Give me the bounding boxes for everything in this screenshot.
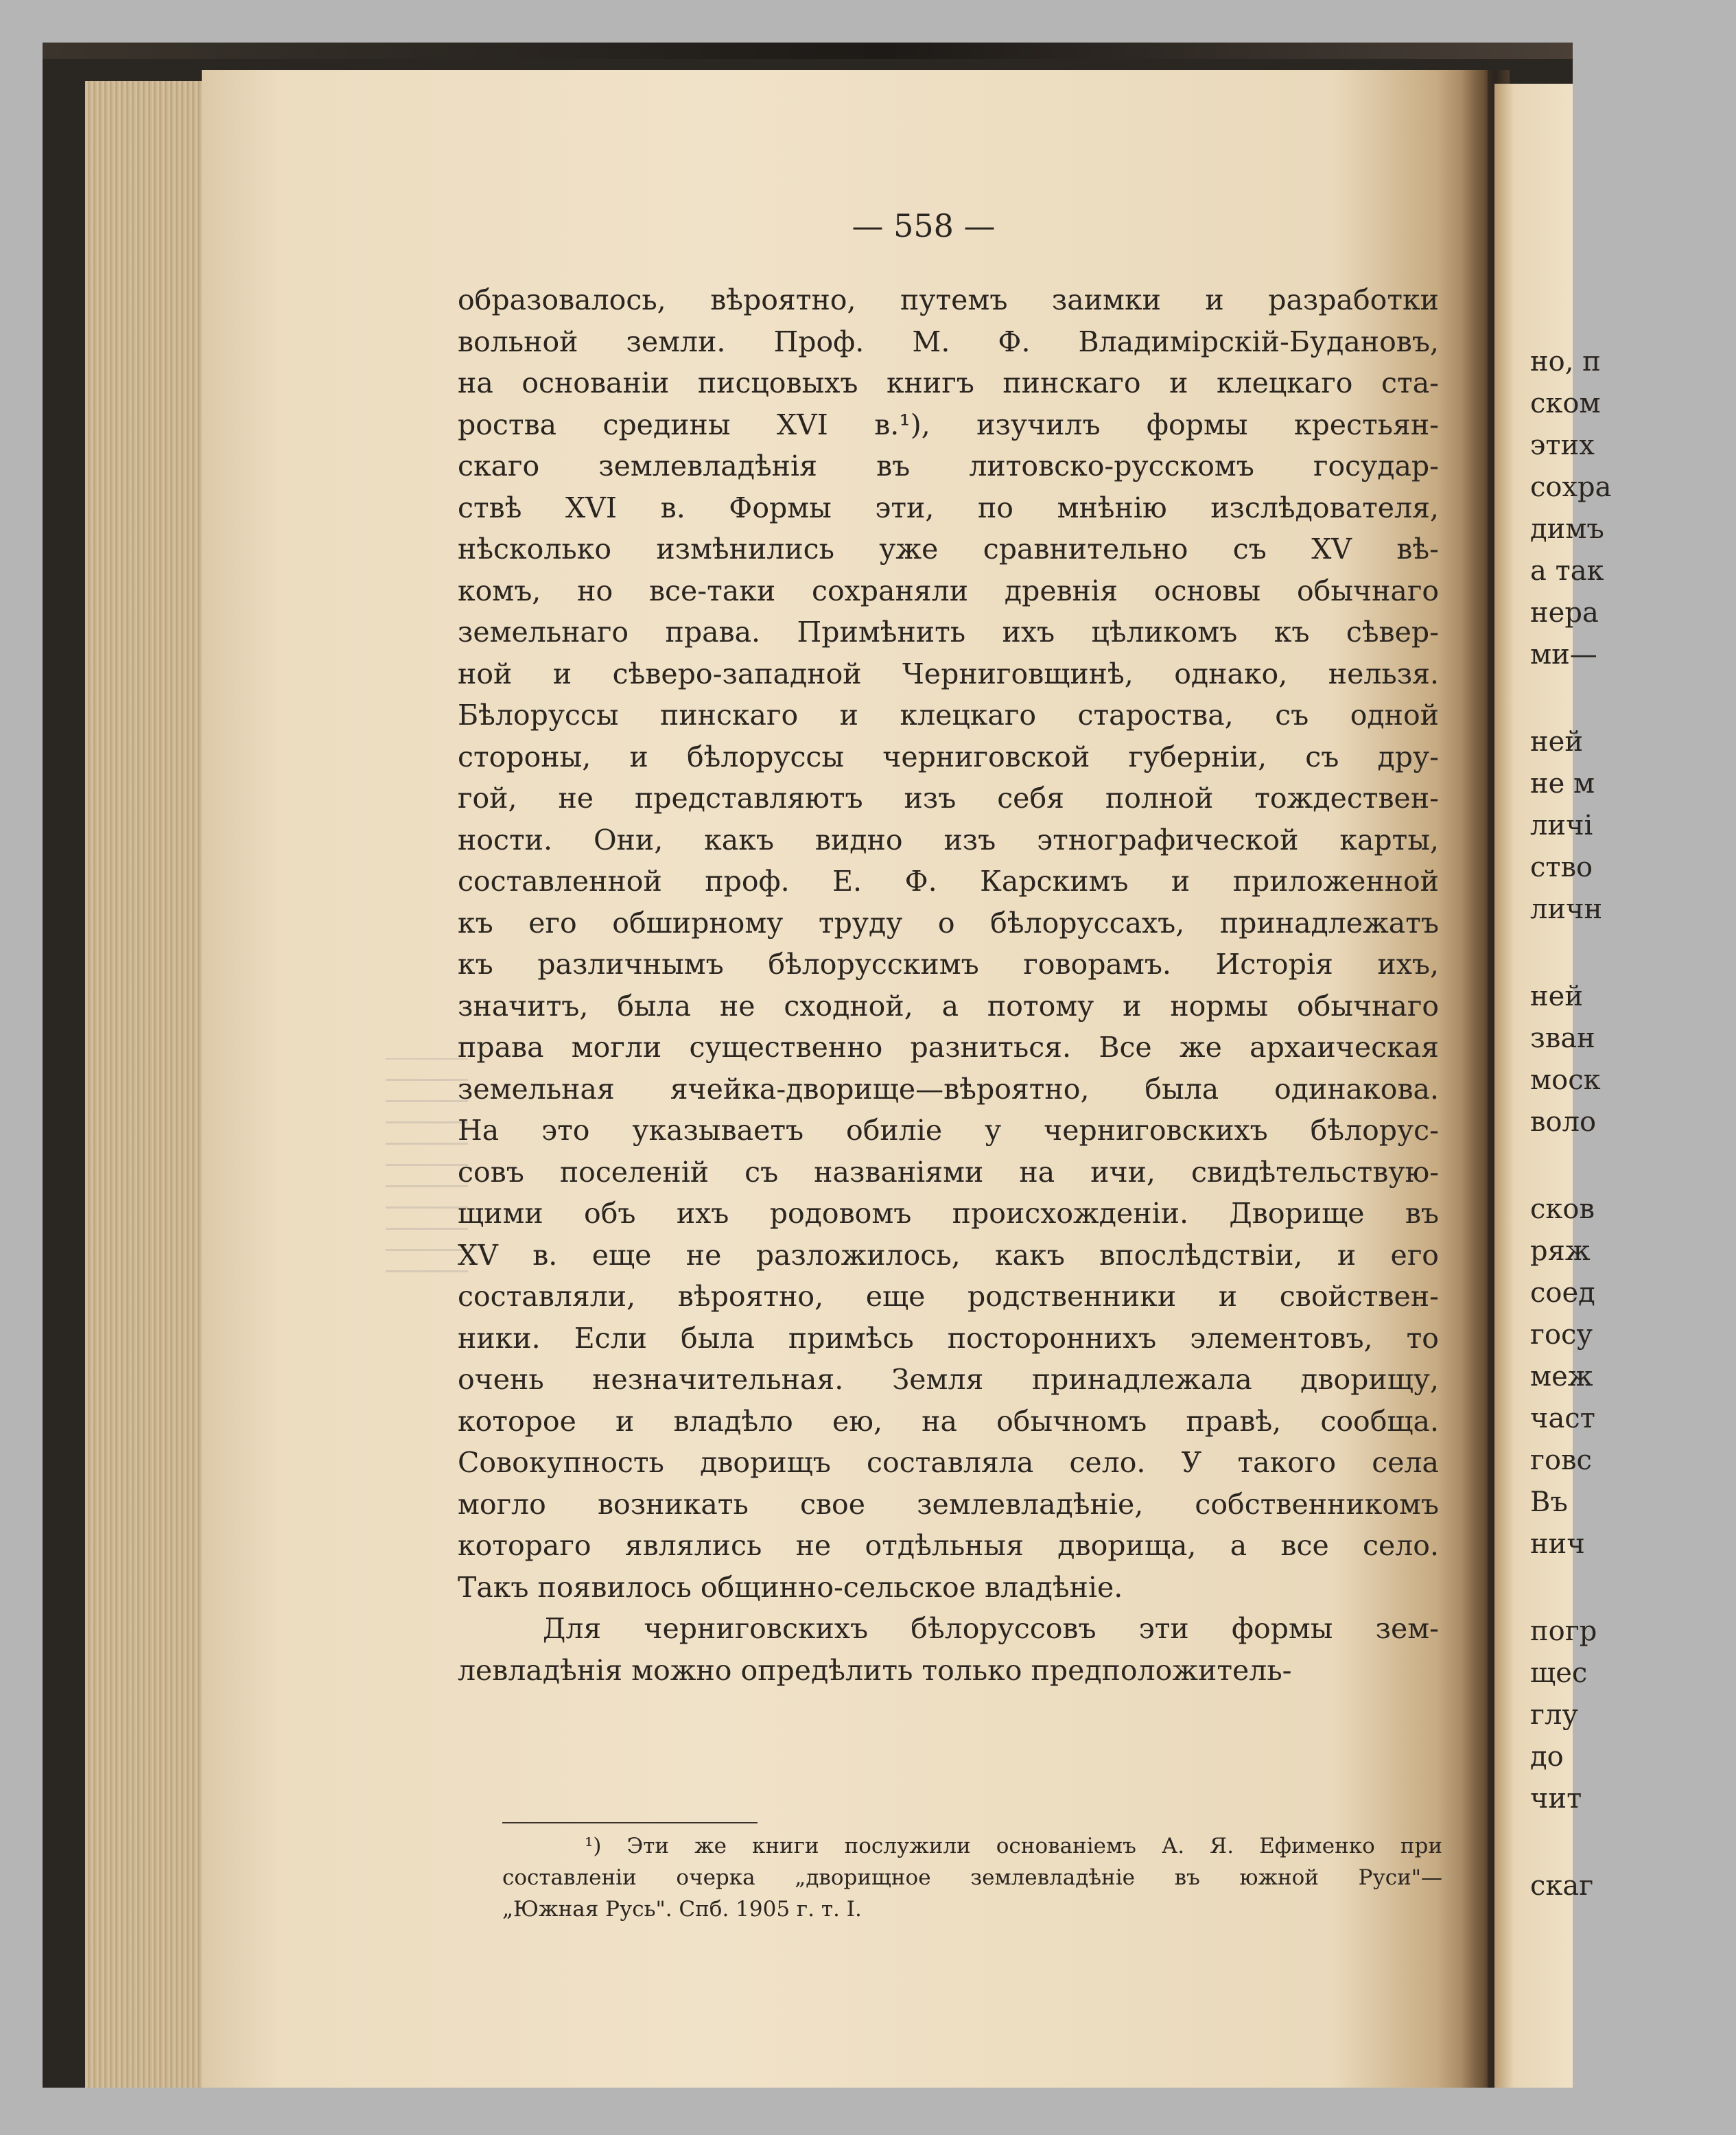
facing-line-fragment: ряж (1530, 1235, 1591, 1267)
facing-page (1494, 84, 1612, 2088)
facing-line-fragment: воло (1530, 1106, 1597, 1138)
facing-line-fragment: нич (1530, 1528, 1585, 1560)
footnote-line: составленіи очерка „дворищное землевладѣніе въ южной Руси"— (502, 1865, 1442, 1890)
text-line: права могли существенно разниться. Все же архаическая (458, 1031, 1439, 1064)
footnote-divider (502, 1822, 758, 1823)
facing-line-fragment: ство (1530, 852, 1593, 883)
text-line: на основаніи писцовыхъ книгъ пинскаго и клецкаго ста- (458, 366, 1439, 399)
text-line: очень незначительная. Земля принадлежала дворищу, (458, 1363, 1439, 1396)
facing-line-fragment: сков (1530, 1193, 1595, 1225)
text-line: Совокупность дворищъ составляла село. У такого села (458, 1446, 1439, 1479)
text-line: роства средины XVI в.¹), изучилъ формы крестьян- (458, 408, 1439, 441)
text-line: Такъ появилось общинно-сельское владѣніе. (458, 1570, 1123, 1604)
facing-line-fragment: Въ (1530, 1486, 1568, 1518)
body-text (458, 279, 1439, 1691)
text-line: составленной проф. Е. Ф. Карскимъ и приложенной (458, 865, 1439, 898)
facing-line-fragment: говс (1530, 1445, 1592, 1476)
facing-line-fragment: личі (1530, 810, 1593, 841)
text-line: нѣсколько измѣнились уже сравнительно съ XV вѣ- (458, 533, 1439, 565)
text-line: Для черниговскихъ бѣлоруссовъ эти формы зем- (543, 1612, 1439, 1645)
facing-line-fragment: госу (1530, 1319, 1593, 1351)
facing-line-fragment: ней (1530, 981, 1583, 1012)
text-line: къ его обширному труду о бѣлоруссахъ, принадлежатъ (458, 906, 1439, 940)
facing-line-fragment: меж (1530, 1361, 1593, 1392)
facing-line-fragment: до (1530, 1741, 1564, 1773)
footnote-line: „Южная Русь". Спб. 1905 г. т. I. (502, 1897, 862, 1922)
page-number: — 558 — (852, 207, 996, 244)
text-line: образовалось, вѣроятно, путемъ заимки и разработки (458, 283, 1439, 316)
text-line: ной и сѣверо-западной Черниговщинѣ, однако, нельзя. (458, 657, 1439, 690)
text-line: котораго являлись не отдѣльныя дворища, а все село. (458, 1529, 1439, 1562)
text-line: къ различнымъ бѣлорусскимъ говорамъ. Исторія ихъ, (458, 948, 1439, 981)
text-line: ники. Если была примѣсь постороннихъ элементовъ, то (458, 1321, 1439, 1355)
facing-line-fragment: ми— (1530, 639, 1597, 670)
footnotes (502, 1830, 1442, 1925)
text-line: которое и владѣло ею, на обычномъ правѣ, сообща. (458, 1404, 1439, 1438)
facing-line-fragment: щес (1530, 1657, 1588, 1689)
text-line: земельнаго права. Примѣнить ихъ цѣликомъ къ сѣвер- (458, 616, 1439, 649)
facing-line-fragment: личн (1530, 894, 1603, 925)
facing-line-fragment: нера (1530, 597, 1599, 629)
scan-frame (43, 43, 1612, 2088)
text-line: составляли, вѣроятно, еще родственники и свойствен- (458, 1280, 1439, 1313)
text-line: земельная ячейка-дворище—вѣроятно, была одинакова. (458, 1072, 1439, 1106)
facing-line-fragment: моск (1530, 1064, 1601, 1096)
facing-line-fragment: скаг (1530, 1870, 1594, 1902)
text-line: левладѣнія можно опредѣлить только предположитель- (458, 1653, 1292, 1687)
footnote-line: ¹) Эти же книги послужили основаніемъ А. Я. Ефименко при (585, 1834, 1442, 1858)
text-line: На это указываетъ обиліе у черниговскихъ бѣлорус- (458, 1114, 1439, 1147)
book-top-shadow (43, 43, 1573, 59)
facing-line-fragment: погр (1530, 1615, 1597, 1647)
text-line: скаго землевладѣнія въ литовско-русскомъ государ- (458, 450, 1439, 482)
facing-line-fragment: но, п (1530, 346, 1601, 377)
text-line: XV в. еще не разложилось, какъ впослѣдствіи, и его (458, 1238, 1439, 1272)
text-line: щими объ ихъ родовомъ происхожденіи. Дворище въ (458, 1197, 1439, 1230)
text-line: стороны, и бѣлоруссы черниговской губерніи, съ дру- (458, 740, 1439, 773)
facing-page-text (1530, 341, 1736, 1907)
text-line: значитъ, была не сходной, а потому и нормы обычнаго (458, 989, 1439, 1023)
text-line: гой, не представляютъ изъ себя полной тождествен- (458, 782, 1439, 815)
text-line: ствѣ XVI в. Формы эти, по мнѣнію изслѣдователя, (458, 491, 1439, 524)
facing-line-fragment: ней (1530, 726, 1583, 758)
facing-line-fragment: зван (1530, 1023, 1595, 1054)
text-line: совъ поселеній съ названіями на ичи, свидѣтельствую- (458, 1155, 1439, 1189)
facing-line-fragment: чит (1530, 1783, 1582, 1815)
text-line: могло возникать свое землевладѣніе, собственникомъ (458, 1487, 1439, 1521)
facing-line-fragment: глу (1530, 1699, 1578, 1731)
text-line: ности. Они, какъ видно изъ этнографической карты, (458, 823, 1439, 856)
facing-line-fragment: а так (1530, 555, 1604, 587)
facing-line-fragment: част (1530, 1403, 1595, 1434)
text-line: вольной земли. Проф. М. Ф. Владимірскій-Будановъ, (458, 325, 1439, 358)
text-line: Бѣлоруссы пинскаго и клецкаго староства, съ одной (458, 699, 1439, 732)
facing-line-fragment: этих (1530, 430, 1595, 461)
facing-line-fragment: димъ (1530, 513, 1604, 545)
facing-line-fragment: не м (1530, 768, 1595, 800)
show-through-marks (386, 1058, 468, 1292)
text-line: комъ, но все-таки сохраняли древнія основы обычнаго (458, 574, 1439, 607)
facing-line-fragment: ском (1530, 388, 1601, 419)
facing-line-fragment: сохра (1530, 471, 1612, 503)
facing-line-fragment: соед (1530, 1277, 1595, 1309)
